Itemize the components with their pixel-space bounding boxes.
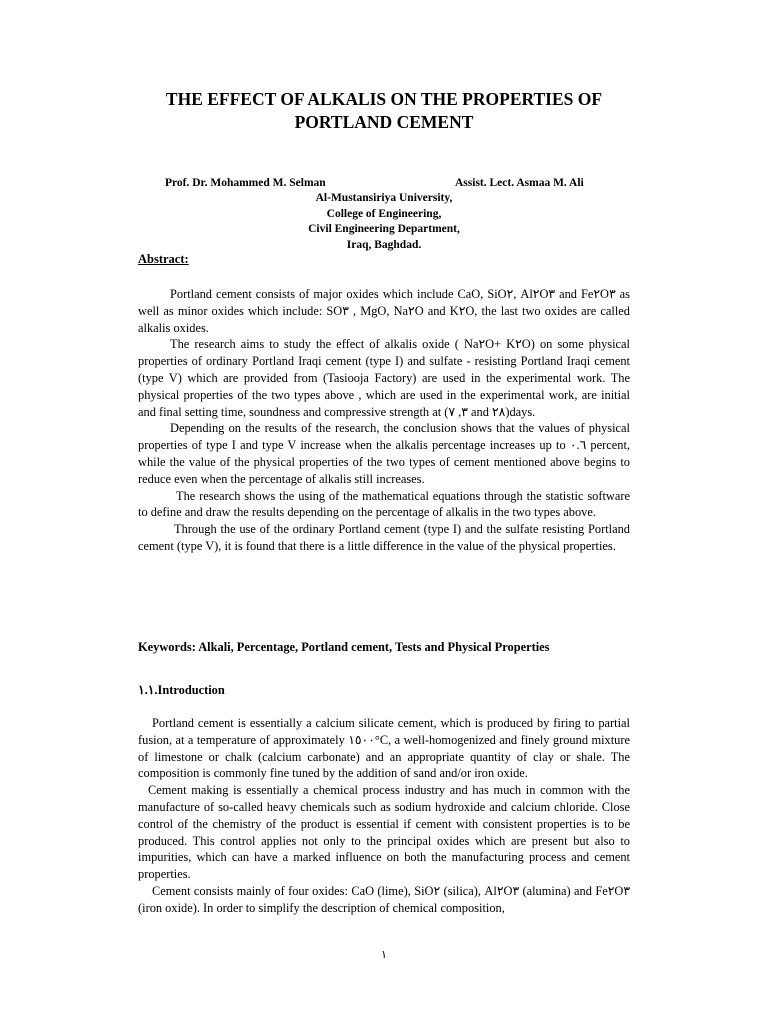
abstract-paragraph: The research shows the using of the mathematical equations through the statistic software to define and draw the results depending on the percentage of alkalis in the two types above. xyxy=(138,488,630,520)
intro-paragraph: Cement consists mainly of four oxides: CaO (lime), SiO٢ (silica), Al٢O٣ (alumina) and Fe٢O٣ (iron oxide). In order to simplify the description of chemical composition, xyxy=(138,883,630,915)
author-second: Assist. Lect. Asmaa M. Ali xyxy=(455,177,584,189)
affiliation-location: Iraq, Baghdad. xyxy=(346,238,422,251)
affiliation-block xyxy=(0,191,768,253)
keywords-line: Keywords: Alkali, Percentage, Portland cement, Tests and Physical Properties xyxy=(138,640,550,654)
abstract-heading: Abstract: xyxy=(138,252,189,266)
affiliation-university: Al-Mustansiriya University, xyxy=(315,192,453,204)
intro-paragraph: Portland cement is essentially a calcium silicate cement, which is produced by firing to partial fusion, at a temperature of approximately ١٥٠٠°C, a well-homogenized and finely ground mixture of limestone or chalk (calcium carbonate) and an appropriate quantity of clay or shale. The composition is commonly fine tuned by the addition of sand and/or iron oxide. xyxy=(138,716,631,781)
paper-title xyxy=(0,88,768,134)
title-line-2: PORTLAND CEMENT xyxy=(294,112,474,132)
intro-paragraph: Cement making is essentially a chemical process industry and has much in common with the manufacture of so-called heavy chemicals such as sodium hydroxide and calcium chloride. Close control of the chemistry of the product is essential if cement with consistent properties is to be produced. This control applies not only to the principal oxides which are present but also to impurities, which can have a marked influence on both the manufacturing process and cement properties. xyxy=(138,783,630,882)
abstract-paragraph: Through the use of the ordinary Portland cement (type I) and the sulfate resisting Portland cement (type V), it is found that there is a little difference in the value of the physical properties. xyxy=(138,522,630,553)
abstract-paragraph: Portland cement consists of major oxides which include CaO, SiO٢, Al٢O٣ and Fe٢O٣ as well as minor oxides which include: SO٣ , MgO, Na٢O and K٢O, the last two oxides are called alkalis oxides. xyxy=(138,287,630,335)
page-number: ١ xyxy=(381,949,387,961)
affiliation-department: Civil Engineering Department, xyxy=(308,223,460,235)
author-first: Prof. Dr. Mohammed M. Selman xyxy=(165,177,326,189)
introduction-body xyxy=(138,715,630,917)
abstract-paragraph: Depending on the results of the research, the conclusion shows that the values of physical properties of type I and type V increase when the alkalis percentage increases up to ٠.٦ percent, while the value of the physical properties of the two types of cement mentioned above begins to reduce even when the percentage of alkalis still increases. xyxy=(138,421,630,486)
abstract-body xyxy=(138,286,630,555)
introduction-heading: ١.١.Introduction xyxy=(138,683,225,697)
title-line-1: THE EFFECT OF ALKALIS ON THE PROPERTIES OF xyxy=(165,89,603,109)
affiliation-college: College of Engineering, xyxy=(326,207,442,220)
abstract-paragraph: The research aims to study the effect of alkalis oxide ( Na٢O+ K٢O) on some physical properties of ordinary Portland Iraqi cement (type I) and sulfate - resisting Portland Iraqi cement (type V) which are provided from (Tasiooja Factory) are used in the experimental work. The physical properties of the two types above , which are used in the experimental work, are initial and final setting time, soundness and compressive strength at (٣, ٧ and ٢٨)days. xyxy=(138,337,630,419)
